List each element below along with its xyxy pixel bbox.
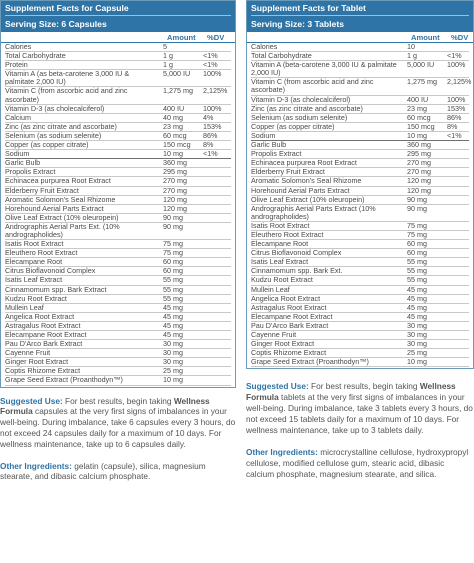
nutrient-dv [203,358,231,366]
nutrient-amount: 10 mg [163,375,183,385]
nutrient-name: Citrus Bioflavonoid Complex [251,248,342,258]
nutrient-dv [203,168,231,176]
nutrient-dv [447,258,469,266]
nutrient-name: Coptis Rhizome Extract [251,348,327,358]
nutrient-name: Total Carbohydrate [251,51,312,61]
tablet-facts-table [246,0,474,369]
tablet-suggested-use [246,381,474,435]
nutrient-dv [203,304,231,312]
nutrient-name: Calories [5,42,32,51]
nutrient-name: Mullein Leaf [251,284,290,294]
nutrient-dv [203,295,231,303]
nutrient-amount: 30 mg [407,339,427,349]
nutrient-name: Kudzu Root Extract [251,275,313,285]
nutrient-amount: 10 mg [163,149,183,159]
nutrient-name: Protein [5,60,28,70]
nutrient-amount: 120 mg [163,194,187,204]
nutrient-amount: 90 mg [163,212,183,222]
nutrient-amount: 400 IU [407,94,429,104]
nutrient-name: Olive Leaf Extract (10% oleuropein) [5,212,119,222]
nutrient-amount: 30 mg [163,357,183,367]
nutrient-amount: 120 mg [407,176,431,186]
nutrient-row [251,61,469,78]
suggested-use-text-post: tablets at the very first signs of imbalances in your well-being. During imbalance, take 3 tablets every 3 hours, do not exceed 15 tablets daily for a maximum of 10 days. For wellness maintenance, take up to 3 tablets daily. [246,392,473,435]
nutrient-name: Total Carbohydrate [5,51,66,61]
nutrient-name: Angelica Root Extract [5,311,75,321]
nutrient-dv [203,258,231,266]
nutrient-name: Vitamin D-3 (as cholecalciferol) [5,103,105,113]
nutrient-name: Elecampane Root Extract [251,311,333,321]
nutrient-dv [203,313,231,321]
nutrient-amount: 1,275 mg [163,86,193,96]
nutrient-dv [203,43,231,51]
nutrient-amount: 5,000 IU [407,60,435,70]
nutrient-dv [203,240,231,248]
nutrient-amount: 1,275 mg [407,77,437,87]
nutrient-dv: 4% [203,112,214,122]
nutrient-dv: 100% [447,60,466,70]
nutrient-dv [447,358,469,366]
nutrient-name: Mullein Leaf [5,302,44,312]
capsule-panel [0,0,236,482]
nutrient-dv: 100% [447,94,466,104]
nutrient-dv [447,231,469,239]
nutrient-row [251,123,469,132]
nutrient-dv [203,267,231,275]
suggested-use-text-pre: For best results, begin taking [308,381,420,392]
nutrient-dv: <1% [447,51,462,61]
nutrient-dv: <1% [203,60,218,70]
nutrient-amount: 360 mg [407,140,431,150]
nutrient-dv [203,276,231,284]
suggested-use-label: Suggested Use: [246,381,309,392]
nutrient-dv [447,349,469,357]
other-ingredients-text: microcrystalline cellulose, hydroxypropyl cellulose, modified cellulose gum, stearic acid, dibasic calcium phosphate, magnesium stearate, and silica. [246,447,469,479]
nutrient-amount: 10 [407,42,415,51]
nutrient-dv [447,205,469,221]
nutrient-name: Vitamin A (as beta-carotene 3,000 IU & palmitate 2,000 IU) [5,69,130,87]
nutrient-amount: 10 mg [407,357,427,367]
nutrient-name: Cayenne Fruit [251,330,297,339]
nutrient-amount: 23 mg [163,121,183,131]
nutrient-dv [203,249,231,257]
capsule-other-ingredients [0,461,236,483]
nutrient-amount: 75 mg [163,239,183,249]
nutrient-dv: 153% [203,121,222,131]
nutrient-name: Horehound Aerial Parts Extract [251,185,350,195]
nutrient-amount: 30 mg [407,330,427,339]
nutrient-amount: 400 IU [163,103,185,113]
nutrient-dv: 100% [203,103,222,113]
nutrient-dv [447,168,469,176]
nutrient-dv: 8% [447,121,458,131]
nutrient-dv [447,331,469,339]
nutrient-amount: 295 mg [163,167,187,177]
nutrient-dv: 100% [203,69,222,79]
nutrient-dv [447,295,469,303]
nutrient-amount: 55 mg [163,284,183,294]
nutrient-dv [203,223,231,239]
nutrient-dv: <1% [203,149,218,159]
nutrient-amount: 60 mg [163,257,183,267]
nutrient-name: Zinc (as zinc citrate and ascorbate) [251,103,363,113]
nutrient-amount: 360 mg [163,158,187,168]
nutrient-row [5,105,231,114]
nutrient-amount: 25 mg [407,348,427,358]
nutrient-name: Ginger Root Extract [251,339,315,349]
nutrient-amount: 120 mg [163,203,187,213]
suggested-use-product: Wellness Formula [0,395,210,417]
nutrient-name: Copper (as copper citrate) [251,121,335,131]
nutrient-amount: 45 mg [163,320,183,330]
nutrient-row [5,52,231,61]
nutrient-amount: 55 mg [407,266,427,276]
nutrient-name: Sodium [5,149,30,159]
other-ingredients-text: gelatin (capsule), silica, magnesium stearate, and dibasic calcium phosphate. [0,460,206,482]
nutrient-name: Vitamin C (from ascorbic acid and zinc ascorbate) [5,86,128,104]
nutrient-amount: 45 mg [407,311,427,321]
nutrient-name: Astragalus Root Extract [5,320,81,330]
nutrient-name: Ginger Root Extract [5,357,69,367]
nutrient-amount: 75 mg [407,220,427,230]
nutrient-dv [447,177,469,185]
col-dv: %DV [207,33,225,42]
nutrient-dv [447,159,469,167]
nutrient-dv [203,367,231,375]
nutrient-amount: 75 mg [163,248,183,258]
nutrient-amount: 270 mg [163,176,187,186]
nutrient-dv: 2,125% [447,77,472,87]
nutrient-amount: 45 mg [407,293,427,303]
nutrient-dv [203,349,231,357]
nutrient-amount: 55 mg [163,293,183,303]
tablet-facts-title: Supplement Facts for Tablet [251,1,469,16]
nutrient-dv [447,43,469,51]
nutrient-dv [203,205,231,213]
suggested-use-text-post: capsules at the very first signs of imbalances in your well-being. During imbalance, take 6 capsules every 3 hours, do not exceed 24 capsules daily for a maximum of 10 days. For wellness maintenance, take up to 6 capsules daily. [0,406,236,449]
nutrient-name: Elecampane Root [251,239,309,249]
nutrient-dv: <1% [447,130,462,140]
nutrient-row [5,223,231,240]
nutrient-name: Olive Leaf Extract (10% oleuropein) [251,194,365,204]
nutrient-name: Elderberry Fruit Extract [5,185,79,195]
nutrient-row [5,70,231,87]
nutrient-name: Elecampane Root [5,257,63,267]
nutrient-dv: 153% [447,103,466,113]
capsule-facts-table [0,0,236,388]
nutrient-dv [447,267,469,275]
nutrient-name: Cinnamomum spp. Bark Extract [5,284,107,294]
nutrient-dv [447,187,469,195]
nutrient-amount: 60 mcg [163,130,187,140]
nutrient-row [251,77,472,95]
nutrient-name: Aromatic Solomon's Seal Rhizome [251,176,362,186]
suggested-use-label: Suggested Use: [0,395,63,406]
nutrient-dv [203,322,231,330]
nutrient-amount: 30 mg [407,320,427,330]
capsule-facts-header [1,1,235,32]
nutrient-name: Garlic Bulb [5,158,41,168]
capsule-rows [1,43,235,387]
nutrient-amount: 23 mg [407,103,427,113]
nutrient-dv [203,159,231,167]
nutrient-name: Coptis Rhizome Extract [5,366,81,376]
nutrient-name: Eleuthero Root Extract [5,248,78,258]
nutrient-name: Citrus Bioflavonoid Complex [5,266,96,276]
nutrient-amount: 45 mg [407,302,427,312]
nutrient-dv [447,150,469,158]
nutrient-amount: 30 mg [163,348,183,358]
nutrient-name: Propolis Extract [251,149,302,159]
nutrient-name: Isatis Leaf Extract [5,275,63,285]
col-amount: Amount [411,33,440,42]
nutrient-name: Calcium [5,112,31,122]
nutrient-amount: 60 mg [407,248,427,258]
nutrient-dv [203,214,231,222]
nutrient-name: Isatis Root Extract [5,239,64,249]
nutrient-name: Zinc (as zinc citrate and ascorbate) [5,121,117,131]
nutrient-dv: 2,125% [203,86,228,96]
nutrient-name: Echinacea purpurea Root Extract [5,176,111,186]
nutrient-amount: 90 mg [163,221,183,231]
nutrient-name: Cayenne Fruit [5,348,51,358]
nutrient-dv [447,322,469,330]
tablet-rows [247,43,473,368]
nutrient-dv [447,313,469,321]
nutrient-amount: 60 mcg [407,112,431,122]
nutrient-dv [447,304,469,312]
nutrient-amount: 55 mg [407,257,427,267]
nutrient-name: Pau D'Arco Bark Extract [251,320,329,330]
tablet-facts-header [247,1,473,32]
nutrient-amount: 295 mg [407,149,431,159]
nutrient-name: Propolis Extract [5,167,56,177]
nutrient-row [5,141,231,150]
nutrient-amount: 45 mg [407,284,427,294]
nutrient-dv [447,196,469,204]
other-ingredients-label: Other Ingredients: [0,460,72,471]
nutrient-name: Selenium (as sodium selenite) [5,130,102,140]
nutrient-dv: <1% [203,51,218,61]
nutrient-name: Garlic Bulb [251,140,287,150]
nutrient-name: Selenium (as sodium selenite) [251,112,348,122]
nutrient-dv [203,340,231,348]
nutrient-name: Elderberry Fruit Extract [251,167,325,177]
nutrient-amount: 90 mg [407,194,427,204]
capsule-facts-title: Supplement Facts for Capsule [5,1,231,16]
nutrient-amount: 270 mg [407,158,431,168]
nutrient-amount: 1 g [163,51,173,61]
nutrient-amount: 45 mg [163,330,183,339]
other-ingredients-label: Other Ingredients: [246,447,318,458]
nutrient-name: Elecampane Root Extract [5,330,87,339]
tablet-serving-size: Serving Size: 3 Tablets [251,19,344,29]
nutrient-dv [203,196,231,204]
nutrient-dv [203,376,231,384]
suggested-use-product: Wellness Formula [246,381,456,403]
nutrient-dv [203,177,231,185]
nutrient-amount: 90 mg [407,203,427,213]
capsule-serving-size: Serving Size: 6 Capsules [5,19,107,29]
nutrient-amount: 55 mg [163,275,183,285]
nutrient-dv: 86% [203,130,218,140]
nutrient-name: Pau D'Arco Bark Extract [5,339,83,349]
nutrient-dv [203,187,231,195]
nutrient-name: Astragalus Root Extract [251,302,327,312]
nutrient-dv [447,240,469,248]
nutrient-name: Angelica Root Extract [251,293,321,303]
nutrient-name: Horehound Aerial Parts Extract [5,203,104,213]
nutrient-amount: 5,000 IU [163,69,191,79]
nutrient-name: Andrographis Aerial Parts Extract (10% andrographolides) [251,203,376,221]
nutrient-amount: 1 g [163,60,173,70]
nutrient-dv [447,222,469,230]
nutrient-dv [447,286,469,294]
nutrient-amount: 5 [163,42,167,51]
nutrient-name: Andrographis Aerial Parts Ext. (10% andrographolides) [5,221,120,239]
nutrient-amount: 45 mg [163,311,183,321]
tablet-panel [246,0,474,480]
tablet-column-headers [247,32,473,43]
nutrient-dv [203,331,231,339]
nutrient-amount: 150 mcg [163,140,191,150]
nutrient-row [251,205,469,222]
nutrient-amount: 10 mg [407,130,427,140]
nutrient-amount: 120 mg [407,185,431,195]
nutrient-name: Cinnamomum spp. Bark Ext. [251,266,343,276]
nutrient-row [5,376,231,385]
nutrient-dv [447,249,469,257]
nutrient-name: Vitamin D-3 (as cholecalciferol) [251,94,351,104]
nutrient-name: Isatis Leaf Extract [251,257,309,267]
nutrient-amount: 150 mcg [407,121,435,131]
nutrient-dv [447,141,469,149]
nutrient-name: Calories [251,42,278,51]
nutrient-dv: 8% [203,140,214,150]
nutrient-amount: 270 mg [163,185,187,195]
col-dv: %DV [451,33,469,42]
nutrient-name: Sodium [251,130,276,140]
nutrient-amount: 40 mg [163,112,183,122]
nutrient-amount: 55 mg [407,275,427,285]
capsule-suggested-use [0,396,236,450]
nutrient-amount: 60 mg [163,266,183,276]
nutrient-name: Echinacea purpurea Root Extract [251,158,357,168]
nutrient-amount: 25 mg [163,366,183,376]
suggested-use-text-pre: For best results, begin taking [62,395,174,406]
nutrient-name: Vitamin C (from ascorbic acid and zinc ascorbate) [251,77,374,95]
nutrient-amount: 1 g [407,51,417,61]
nutrient-row [5,87,231,104]
nutrient-name: Eleuthero Root Extract [251,229,324,239]
nutrient-name: Grape Seed Extract (Proanthodyn™) [5,375,123,385]
nutrient-dv [447,276,469,284]
nutrient-name: Copper (as copper citrate) [5,140,89,150]
nutrient-amount: 270 mg [407,167,431,177]
tablet-other-ingredients [246,447,474,479]
nutrient-name: Grape Seed Extract (Proanthodyn™) [251,357,369,367]
nutrient-dv [447,340,469,348]
nutrient-amount: 75 mg [407,229,427,239]
nutrient-dv [203,286,231,294]
nutrient-name: Vitamin A (beta-carotene 3,000 IU & palmitate 2,000 IU) [251,60,397,78]
nutrient-name: Isatis Root Extract [251,220,310,230]
col-amount: Amount [167,33,196,42]
nutrient-amount: 45 mg [163,302,183,312]
nutrient-amount: 60 mg [407,239,427,249]
nutrient-amount: 30 mg [163,339,183,349]
nutrient-name: Aromatic Solomon's Seal Rhizome [5,194,116,204]
nutrient-dv: 86% [447,112,462,122]
nutrient-row [251,358,469,367]
nutrient-name: Kudzu Root Extract [5,293,67,303]
capsule-column-headers [1,32,235,43]
